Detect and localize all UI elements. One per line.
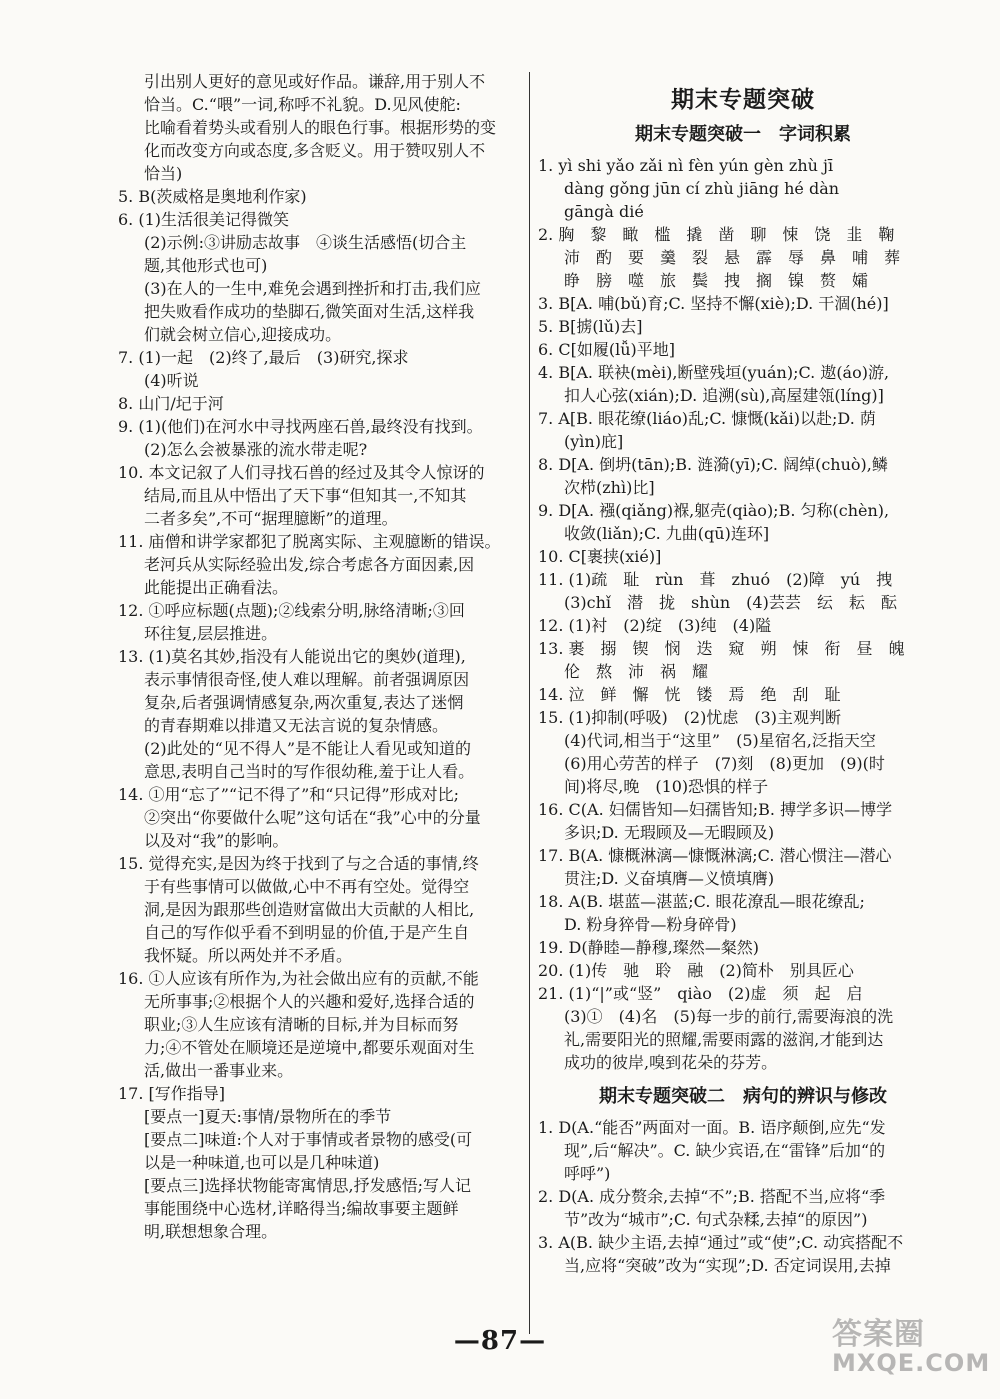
answer-line: 15. (1)抑制(呼吸) (2)忧虑 (3)主观判断 xyxy=(538,708,842,727)
answer-line: 6. C[如履(lǚ)平地] xyxy=(538,340,675,359)
section-vocabulary-answers xyxy=(538,154,948,1074)
answer-line: 结局,而且从中悟出了天下事“但知其一,不知其 xyxy=(144,486,467,505)
answer-line: 的青春期难以排遣又无法言说的复杂情感。 xyxy=(144,716,449,735)
answer-line: D. 粉身猝骨—粉身碎骨) xyxy=(564,915,737,934)
answer-line: 11. 庙僧和讲学家都犯了脱离实际、主观臆断的错误。 xyxy=(118,532,501,551)
answer-line: 2. D(A. 成分赘余,去掉“不”;B. 搭配不当,应将“季 xyxy=(538,1187,886,1206)
answer-line: 力;④不管处在顺境还是逆境中,都要乐观面对生 xyxy=(144,1038,475,1057)
answer-line: 1. yì shi yǎo zǎi nì fèn yún gèn zhù jī xyxy=(538,156,834,175)
answer-line: 引出别人更好的意见或好作品。谦辞,用于别人不 xyxy=(144,72,486,91)
answer-line: 扣人心弦(xián);D. 追溯(sù),高屋建瓴(líng)] xyxy=(564,386,884,405)
answer-line: 睁 膀 噬 旅 鬓 拽 搁 镍 赘 孀 xyxy=(564,271,869,290)
answer-line: 以及对“我”的影响。 xyxy=(144,831,289,850)
answer-line: 伦 熬 沛 祸 耀 xyxy=(564,662,709,681)
section-title-sentence-errors: 期末专题突破二 病句的辨识与修改 xyxy=(599,1086,887,1107)
answer-line: 把失败看作成功的垫脚石,微笑面对生活,这样我 xyxy=(144,302,475,321)
answer-line: 16. ①人应该有所作为,为社会做出应有的贡献,不能 xyxy=(118,969,479,988)
answer-line: 3. B[A. 哺(bǔ)育;C. 坚持不懈(xiè);D. 干涸(hé)] xyxy=(538,294,889,313)
answer-line: 20. (1)传 驰 聆 融 (2)简朴 别具匠心 xyxy=(538,961,854,980)
answer-line: 9. (1)(他们)在河水中寻找两座石兽,最终没有找到。 xyxy=(118,417,483,436)
right-column xyxy=(538,70,948,1277)
answer-line: 15. 觉得充实,是因为终于找到了与之合适的事情,终 xyxy=(118,854,479,873)
answer-line: 14. 泣 鲜 懈 恍 镂 焉 绝 刮 耻 xyxy=(538,685,841,704)
answer-line: 环往复,层层推进。 xyxy=(144,624,278,643)
answer-line: 6. (1)生活很美记得微笑 xyxy=(118,210,290,229)
answer-line: 礼,需要阳光的照耀,需要雨露的滋润,才能到达 xyxy=(564,1030,884,1049)
answer-line: 成功的彼岸,嗅到花朵的芬芳。 xyxy=(564,1053,778,1072)
answer-line: (4)代词,相当于“这里” (5)星宿名,泛指天空 xyxy=(564,731,876,750)
answer-line: (4)听说 xyxy=(144,371,199,390)
answer-line: 12. ①呼应标题(点题);②线索分明,脉络清晰;③回 xyxy=(118,601,465,620)
answer-line: 13. (1)莫名其妙,指没有人能说出它的奥妙(道理), xyxy=(118,647,466,666)
section-sentence-errors-answers xyxy=(538,1116,948,1277)
watermark-text-top: 答案圈 xyxy=(832,1317,925,1352)
column-divider xyxy=(529,72,530,1334)
answer-line: 10. C[裹挟(xié)] xyxy=(538,547,662,566)
answer-line: 9. D[A. 襁(qiǎng)褓,躯壳(qiào);B. 匀称(chèn), xyxy=(538,501,890,520)
answer-line: (3)在人的一生中,难免会遇到挫折和打击,我们应 xyxy=(144,279,481,298)
answer-line: 此能提出正确看法。 xyxy=(144,578,289,597)
answer-line: (6)用心劳苦的样子 (7)刻 (8)更加 (9)(时 xyxy=(564,754,885,773)
answer-line: 职业;③人生应该有清晰的目标,并为目标而努 xyxy=(144,1015,459,1034)
answer-line: 4. B[A. 联袂(mèi),断壁残垣(yuán);C. 遨(áo)游, xyxy=(538,363,890,382)
answer-line: 洞,是因为跟那些创造财富做出大贡献的人相比, xyxy=(144,900,475,919)
answer-line: 节”改为“城市”;C. 句式杂糅,去掉“的原因”) xyxy=(564,1210,868,1229)
answer-line: 收敛(liǎn);C. 九曲(qū)连环] xyxy=(564,524,770,543)
answer-line: 8. 山门/圮于河 xyxy=(118,394,224,413)
answer-line: 多识;D. 无瑕顾及—无暇顾及) xyxy=(564,823,775,842)
answer-line: 事能围绕中心选材,详略得当;编故事要主题鲜 xyxy=(144,1199,459,1218)
answer-line: (yìn)庇] xyxy=(564,432,624,451)
answer-line: (2)怎么会被暴涨的流水带走呢? xyxy=(144,440,368,459)
answer-line: 5. B[掳(lǔ)去] xyxy=(538,317,643,336)
answer-line: 无所事事;②根据个人的兴趣和爱好,选择合适的 xyxy=(144,992,475,1011)
answer-line: 贯注;D. 义奋填膺—义愤填膺) xyxy=(564,869,775,888)
page-number: —87— xyxy=(453,1326,547,1356)
answer-line: 表示事情很奇怪,使人难以理解。前者强调原因 xyxy=(144,670,470,689)
watermark-text-bottom: MXQE.COM xyxy=(832,1349,991,1377)
answer-line: 题,其他形式也可) xyxy=(144,256,268,275)
answer-line: 7. (1)一起 (2)终了,最后 (3)研究,探求 xyxy=(118,348,409,367)
answer-line: 12. (1)衬 (2)绽 (3)纯 (4)隘 xyxy=(538,616,772,635)
answer-line: 化而改变方向或态度,多含贬义。用于赞叹别人不 xyxy=(144,141,486,160)
answer-line: 恰当。C.“喂”一词,称呼不礼貌。D.见风使舵: xyxy=(144,95,461,114)
answer-line: 7. A[B. 眼花缭(liáo)乱;C. 慷慨(kǎi)以赴;D. 荫 xyxy=(538,409,876,428)
answer-line: (2)示例:③讲励志故事 ④谈生活感悟(切合主 xyxy=(144,233,467,252)
answer-line: 于有些事情可以做做,心中不再有空处。觉得空 xyxy=(144,877,470,896)
answer-line: 恰当) xyxy=(144,164,183,183)
answer-line: 16. C(A. 妇儒皆知—妇孺皆知;B. 搏学多识—博学 xyxy=(538,800,893,819)
answer-line: 意思,表明自己当时的写作很幼稚,羞于让人看。 xyxy=(144,762,475,781)
watermark-logo xyxy=(832,1309,991,1379)
answer-line: 明,联想想象合理。 xyxy=(144,1222,278,1241)
answer-line: 活,做出一番事业来。 xyxy=(144,1061,294,1080)
answer-line: 我怀疑。所以两处并不矛盾。 xyxy=(144,946,353,965)
answer-line: 10. 本文记叙了人们寻找石兽的经过及其令人惊讶的 xyxy=(118,463,485,482)
answer-line: 老河兵从实际经验出发,综合考虑各方面因素,因 xyxy=(144,555,475,574)
answer-line: [要点二]味道:个人对于事情或者景物的感受(可 xyxy=(144,1130,473,1149)
answer-line: dàng gǒng jūn cí zhù jiāng hé dàn xyxy=(564,179,840,198)
answer-line: 18. A(B. 堪蓝—湛蓝;C. 眼花潦乱—眼花缭乱; xyxy=(538,892,865,911)
answer-line: 3. A(B. 缺少主语,去掉“通过”或“使”;C. 动宾搭配不 xyxy=(538,1233,904,1252)
answer-line: (3)chǐ 潜 拢 shùn (4)芸芸 纭 耘 酝 xyxy=(564,593,897,612)
left-column xyxy=(118,70,520,1243)
answer-line: ②突出“你要做什么呢”这句话在“我”心中的分量 xyxy=(144,808,481,827)
answer-line: (3)① (4)名 (5)每一步的前行,需要海浪的洗 xyxy=(564,1007,894,1026)
answer-line: [要点三]选择状物能寄寓情思,抒发感悟;写人记 xyxy=(144,1176,471,1195)
answer-line: 8. D[A. 倒坍(tān);B. 涟漪(yī);C. 阔绰(chuò),鳞 xyxy=(538,455,888,474)
answer-line: 13. 裹 搦 锲 悯 迭 窥 朔 悚 衔 昼 魄 xyxy=(538,639,905,658)
answer-line: 们就会树立信心,迎接成功。 xyxy=(144,325,342,344)
answer-line: 现”,后“解决”。C. 缺少宾语,在“雷锋”后加“的 xyxy=(564,1141,886,1160)
answer-line: 间)将尽,晚 (10)恐惧的样子 xyxy=(564,777,769,796)
page-title: 期末专题突破 xyxy=(671,86,815,113)
answer-line: 19. D(静睦—静穆,璨然—粲然) xyxy=(538,938,759,957)
answer-line: 17. [写作指导] xyxy=(118,1084,226,1103)
answer-line: 以是一种味道,也可以是几种味道) xyxy=(144,1153,380,1172)
answer-line: 2. 胸 黎 瞰 槛 撬 凿 聊 悚 饶 韭 鞠 xyxy=(538,225,895,244)
answer-line: 1. D(A.“能否”两面对一面。B. 语序颠倒,应先“发 xyxy=(538,1118,886,1137)
answer-line: 复杂,后者强调情感复杂,两次重复,表达了迷惘 xyxy=(144,693,464,712)
answer-line: 17. B(A. 慷概淋漓—慷慨淋漓;C. 潜心惯注—潜心 xyxy=(538,846,892,865)
answer-line: gāngà dié xyxy=(564,202,644,221)
answer-line: 11. (1)疏 耻 rùn 葺 zhuó (2)障 yú 拽 xyxy=(538,570,893,589)
answer-line: 沛 酌 要 羹 裂 悬 霹 辱 鼻 哺 葬 xyxy=(564,248,901,267)
answer-line: 次栉(zhì)比] xyxy=(564,478,655,497)
section-title-vocabulary: 期末专题突破一 字词积累 xyxy=(635,124,851,145)
answer-line: 呼呼”) xyxy=(564,1164,611,1183)
answer-line: 21. (1)“|”或“竖” qiào (2)虚 须 起 启 xyxy=(538,984,863,1003)
answer-line: 5. B(茨威格是奥地利作家) xyxy=(118,187,307,206)
answer-line: 14. ①用“忘了”“记不得了”和“只记得”形成对比; xyxy=(118,785,460,804)
answer-line: (2)此处的“见不得人”是不能让人看见或知道的 xyxy=(144,739,472,758)
answer-line: 二者多矣”,不可“据理臆断”的道理。 xyxy=(144,509,398,528)
answer-line: [要点一]夏天:事情/景物所在的季节 xyxy=(144,1107,392,1126)
answer-line: 比喻看着势头或看别人的眼色行事。根据形势的变 xyxy=(144,118,497,137)
answer-line: 当,应将“突破”改为“实现”;D. 否定词误用,去掉 xyxy=(564,1256,891,1275)
answer-line: 自己的写作似乎看不到明显的价值,于是产生自 xyxy=(144,923,470,942)
